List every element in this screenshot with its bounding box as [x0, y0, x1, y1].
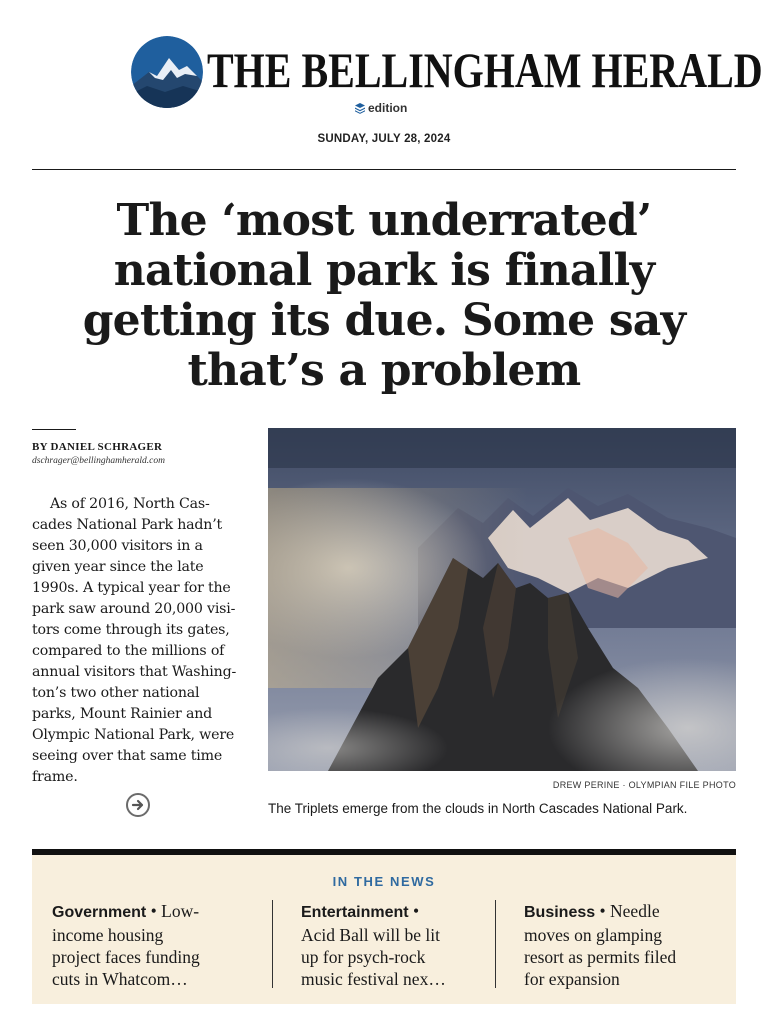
issue-date: SUNDAY, JULY 28, 2024: [317, 133, 451, 145]
article-photo[interactable]: [268, 428, 736, 771]
news-text: Needle: [610, 901, 660, 921]
layers-icon: [354, 102, 366, 114]
news-text: cuts in Whatcom…: [52, 969, 188, 989]
article-line: cades National Park hadn’t: [32, 517, 223, 533]
news-text: up for psych-rock: [301, 947, 426, 967]
article-line: seeing over that same time: [32, 748, 223, 764]
byline-divider: [32, 429, 76, 430]
news-text: for expansion: [524, 969, 620, 989]
photo-caption: The Triplets emerge from the clouds in North Cascades National Park.: [268, 801, 688, 816]
news-item-government[interactable]: Government • Low- income housing project faces funding cuts in Whatcom…: [52, 900, 282, 990]
masthead: [0, 34, 768, 114]
article-line: park saw around 20,000 visi-: [32, 601, 236, 617]
article-line: ton’s two other national: [32, 685, 200, 701]
news-text: moves on glamping: [524, 925, 663, 945]
byline: BY DANIEL SCHRAGER: [32, 441, 163, 453]
article-headline[interactable]: The ‘most underrated’ national park is finally getting its due. Some say that’s a problem: [82, 195, 686, 396]
news-text: Low-: [161, 901, 200, 921]
article-line: Olympic National Park, were: [32, 727, 235, 743]
article-line: given year since the late: [32, 559, 204, 575]
mountain-logo-icon[interactable]: [131, 36, 203, 108]
article-line: As of 2016, North Cas-: [50, 496, 210, 512]
article-line: tors come through its gates,: [32, 622, 230, 638]
article-line: 1990s. A typical year for the: [32, 580, 231, 596]
news-text: resort as permits filed: [524, 947, 677, 967]
news-item-business[interactable]: Business • Needle moves on glamping resort as permits filed for expansion: [524, 900, 729, 990]
news-category: Business: [524, 904, 596, 921]
edition-text: edition: [368, 101, 408, 115]
arrow-right-circle-icon: [131, 798, 145, 812]
edition-label: [354, 100, 407, 116]
news-category: Entertainment: [301, 904, 409, 921]
header-divider: [32, 169, 736, 170]
news-item-entertainment[interactable]: Entertainment • Acid Ball will be lit up for psych-rock music festival nex…: [301, 900, 501, 990]
news-text: music festival nex…: [301, 969, 446, 989]
article-line: compared to the millions of: [32, 643, 225, 659]
newspaper-name: THE BELLINGHAM HERALD: [207, 42, 763, 98]
article-line: annual visitors that Washing-: [32, 664, 237, 680]
news-divider: [272, 900, 273, 988]
in-the-news-heading: IN THE NEWS: [332, 874, 436, 889]
continue-reading-button[interactable]: [126, 793, 150, 817]
in-the-news-section: [32, 855, 736, 1004]
news-category: Government: [52, 904, 147, 921]
news-text: Acid Ball will be lit: [301, 925, 441, 945]
news-text: project faces funding: [52, 947, 200, 967]
news-divider: [495, 900, 496, 988]
article-body: [32, 494, 245, 788]
photo-credit: DREW PERINE · OLYMPIAN FILE PHOTO: [552, 780, 736, 790]
article-line: seen 30,000 visitors in a: [32, 538, 203, 554]
article-line: frame.: [32, 769, 78, 785]
article-line: parks, Mount Rainier and: [32, 706, 213, 722]
news-text: income housing: [52, 925, 164, 945]
author-email[interactable]: dschrager@bellinghamherald.com: [32, 456, 166, 466]
